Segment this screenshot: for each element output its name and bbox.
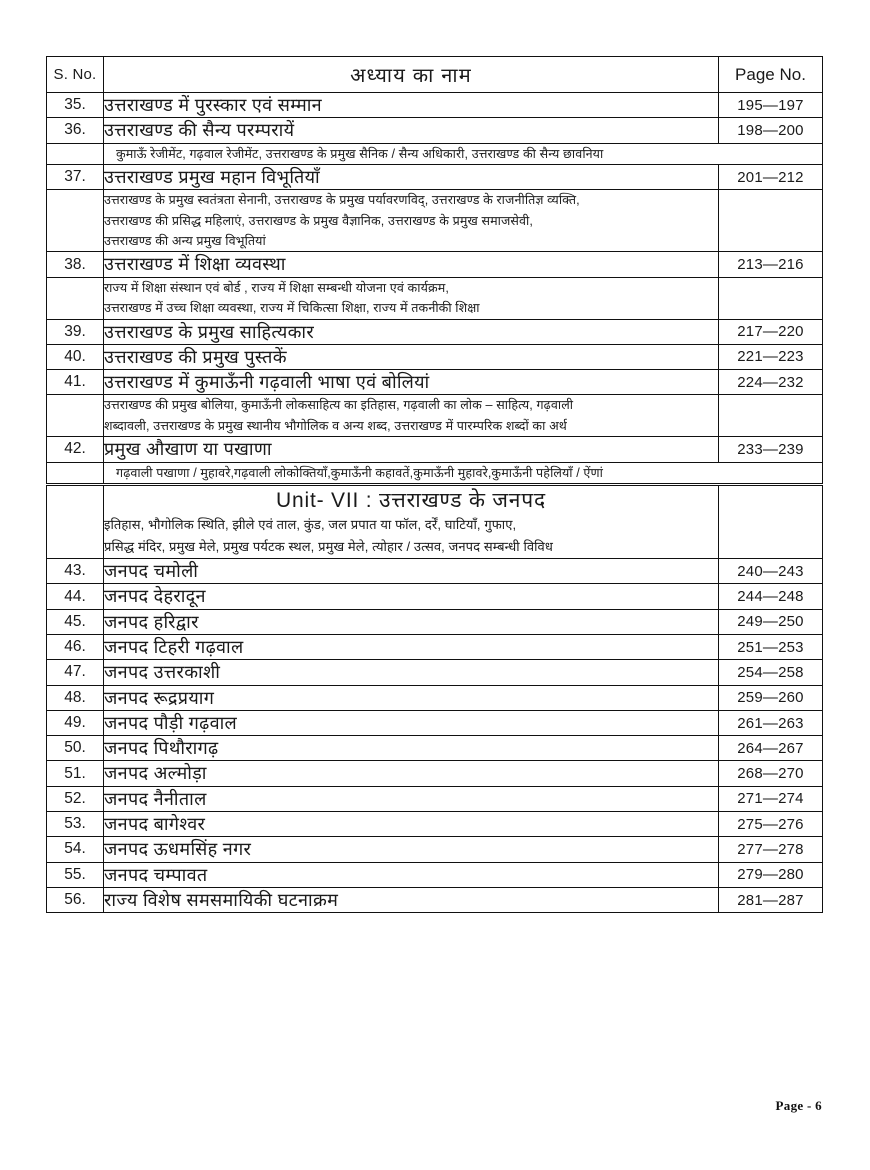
- row-serial: 46.: [47, 634, 104, 659]
- unit-title: Unit- VII : उत्तराखण्ड के जनपद: [104, 484, 719, 514]
- row-chapter: उत्तराखण्ड प्रमुख महान विभूतियाँ: [104, 164, 719, 189]
- row-pages: 277—278: [719, 837, 823, 862]
- row-serial: 49.: [47, 710, 104, 735]
- row-serial: 43.: [47, 559, 104, 584]
- row-chapter: उत्तराखण्ड के प्रमुख साहित्यकार: [104, 319, 719, 344]
- row-pages: 233—239: [719, 437, 823, 462]
- row-pages: 198—200: [719, 118, 823, 143]
- row-serial: 47.: [47, 660, 104, 685]
- row-serial: 36.: [47, 118, 104, 143]
- column-header-serial: S. No.: [47, 57, 104, 93]
- row-chapter: जनपद पिथौरागढ़: [104, 736, 719, 761]
- table-row[interactable]: [47, 319, 823, 344]
- table-row[interactable]: [47, 862, 823, 887]
- row-subtopics: [47, 143, 823, 164]
- table-row[interactable]: [47, 93, 823, 118]
- subtopic-line: इतिहास, भौगोलिक स्थिति, झीले एवं ताल, कुंड, जल प्रपात या फॉल, दर्रें, घाटियाँ, गुफाए,: [104, 516, 517, 532]
- unit-subtopics-text: [104, 514, 719, 559]
- row-chapter: उत्तराखण्ड की सैन्य परम्परायें: [104, 118, 719, 143]
- row-serial: 41.: [47, 370, 104, 395]
- table-row[interactable]: [47, 559, 823, 584]
- table-row[interactable]: [47, 118, 823, 143]
- row-pages: 251—253: [719, 634, 823, 659]
- table-body: [47, 57, 823, 913]
- table-row[interactable]: [47, 685, 823, 710]
- subtopic-line: शब्दावली, उत्तराखण्ड के प्रमुख स्थानीय भौगोलिक व अन्य शब्द, उत्तराखण्ड में पारम्परिक शब्दों का अर्थ: [104, 418, 567, 433]
- row-pages: 254—258: [719, 660, 823, 685]
- row-serial: 38.: [47, 252, 104, 277]
- table-row[interactable]: [47, 609, 823, 634]
- row-pages: 213—216: [719, 252, 823, 277]
- row-subtopics-spacer: [47, 190, 104, 252]
- row-serial: 44.: [47, 584, 104, 609]
- row-subtopics-text: [104, 395, 719, 437]
- row-pages: 261—263: [719, 710, 823, 735]
- table-row[interactable]: [47, 887, 823, 912]
- unit-subtopics-row: [47, 514, 823, 559]
- table-row[interactable]: [47, 660, 823, 685]
- table-of-contents: [46, 56, 823, 913]
- table-row[interactable]: [47, 437, 823, 462]
- row-serial: 51.: [47, 761, 104, 786]
- table-row[interactable]: [47, 837, 823, 862]
- row-pages: 279—280: [719, 862, 823, 887]
- row-subtopics: [47, 190, 823, 252]
- row-serial: 45.: [47, 609, 104, 634]
- row-subtopics-spacer: [47, 277, 104, 319]
- column-header-chapter: अध्याय का नाम: [104, 57, 719, 93]
- row-serial: 50.: [47, 736, 104, 761]
- row-chapter: राज्य विशेष समसमायिकी घटनाक्रम: [104, 887, 719, 912]
- row-serial: 55.: [47, 862, 104, 887]
- table-row[interactable]: [47, 164, 823, 189]
- row-chapter: उत्तराखण्ड की प्रमुख पुस्तकें: [104, 344, 719, 369]
- row-subtopics-page-spacer: [719, 395, 823, 437]
- row-chapter: उत्तराखण्ड में शिक्षा व्यवस्था: [104, 252, 719, 277]
- row-serial: 53.: [47, 812, 104, 837]
- table-row[interactable]: [47, 252, 823, 277]
- subtopic-line: प्रसिद्ध मंदिर, प्रमुख मेले, प्रमुख पर्यटक स्थल, प्रमुख मेले, त्योहार / उत्सव, जनपद सम्बन्धी विविध: [104, 538, 553, 554]
- row-pages: 201—212: [719, 164, 823, 189]
- row-subtopics-spacer: [47, 143, 104, 164]
- unit-page-blank: [719, 514, 823, 559]
- row-subtopics-spacer: [47, 462, 104, 484]
- row-chapter: जनपद हरिद्वार: [104, 609, 719, 634]
- row-subtopics-text: [104, 190, 719, 252]
- subtopic-line: उत्तराखण्ड के प्रमुख स्वतंत्रता सेनानी, उत्तराखण्ड के प्रमुख पर्यावरणविद्, उत्तराखण्ड के राजनीतिज्ञ व्यक्ति,: [104, 193, 580, 208]
- subtopic-line: उत्तराखण्ड में उच्च शिक्षा व्यवस्था, राज्य में चिकित्सा शिक्षा, राज्य में तकनीकी शिक्षा: [104, 301, 480, 316]
- page-footer: Page - 6: [775, 1098, 822, 1113]
- row-pages: 217—220: [719, 319, 823, 344]
- table-row[interactable]: [47, 370, 823, 395]
- row-serial: 42.: [47, 437, 104, 462]
- row-chapter: जनपद बागेश्वर: [104, 812, 719, 837]
- row-pages: 259—260: [719, 685, 823, 710]
- row-chapter: जनपद उत्तरकाशी: [104, 660, 719, 685]
- row-chapter: जनपद चम्पावत: [104, 862, 719, 887]
- row-serial: 56.: [47, 887, 104, 912]
- row-pages: 244—248: [719, 584, 823, 609]
- row-chapter: जनपद चमोली: [104, 559, 719, 584]
- row-chapter: जनपद ऊधमसिंह नगर: [104, 837, 719, 862]
- column-header-page: Page No.: [719, 57, 823, 93]
- table-row[interactable]: [47, 786, 823, 811]
- row-chapter: प्रमुख औखाण या पखाणा: [104, 437, 719, 462]
- unit-serial-blank: [47, 484, 104, 514]
- row-subtopics-text: [104, 277, 719, 319]
- table-row[interactable]: [47, 584, 823, 609]
- row-subtopics-text: [104, 143, 823, 164]
- row-chapter: जनपद पौड़ी गढ़वाल: [104, 710, 719, 735]
- row-pages: 221—223: [719, 344, 823, 369]
- row-chapter: जनपद अल्मोड़ा: [104, 761, 719, 786]
- table-row[interactable]: [47, 761, 823, 786]
- table-header-row: [47, 57, 823, 93]
- subtopic-line: राज्य में शिक्षा संस्थान एवं बोर्ड , राज्य में शिक्षा सम्बन्धी योजना एवं कार्यक्रम,: [104, 280, 449, 295]
- row-pages: 275—276: [719, 812, 823, 837]
- subtopic-line: उत्तराखण्ड की प्रमुख बोलिया, कुमाऊँनी लोकसाहित्य का इतिहास, गढ़वाली का लोक – साहित्य, गढ़वाली: [104, 398, 574, 413]
- row-pages: 195—197: [719, 93, 823, 118]
- row-pages: 249—250: [719, 609, 823, 634]
- subtopic-line: उत्तराखण्ड की अन्य प्रमुख विभूतियां: [104, 234, 266, 249]
- unit-page-blank: [719, 484, 823, 514]
- row-subtopics-text: [104, 462, 823, 484]
- row-subtopics-page-spacer: [719, 277, 823, 319]
- table-row[interactable]: [47, 634, 823, 659]
- row-subtopics-spacer: [47, 395, 104, 437]
- row-pages: 240—243: [719, 559, 823, 584]
- row-pages: 271—274: [719, 786, 823, 811]
- subtopic-line: उत्तराखण्ड की प्रसिद्ध महिलाएं, उत्तराखण्ड के प्रमुख वैज्ञानिक, उत्तराखण्ड के प्रमुख समाजसेवी,: [104, 213, 534, 228]
- row-serial: 48.: [47, 685, 104, 710]
- row-pages: 224—232: [719, 370, 823, 395]
- subtopic-line: गढ़वाली पखाणा / मुहावरे,गढ़वाली लोकोक्तियाँ,कुमाऊँनी कहावतें,कुमाऊँनी मुहावरे,कुमाऊँनी पहेलियाँ / ऐंणां: [116, 465, 603, 480]
- table-row[interactable]: [47, 812, 823, 837]
- row-serial: 54.: [47, 837, 104, 862]
- row-pages: 281—287: [719, 887, 823, 912]
- subtopic-line: कुमाऊँ रेजीमेंट, गढ़वाल रेजीमेंट, उत्तराखण्ड के प्रमुख सैनिक / सैन्य अधिकारी, उत्तराखण्ड की सैन्य छावनिया: [116, 146, 604, 161]
- row-subtopics: [47, 277, 823, 319]
- row-pages: 268—270: [719, 761, 823, 786]
- row-serial: 40.: [47, 344, 104, 369]
- table-row[interactable]: [47, 710, 823, 735]
- row-chapter: जनपद नैनीताल: [104, 786, 719, 811]
- row-serial: 37.: [47, 164, 104, 189]
- row-serial: 52.: [47, 786, 104, 811]
- row-chapter: उत्तराखण्ड में कुमाऊँनी गढ़वाली भाषा एवं बोलियां: [104, 370, 719, 395]
- row-chapter: जनपद टिहरी गढ़वाल: [104, 634, 719, 659]
- row-serial: 35.: [47, 93, 104, 118]
- row-chapter: जनपद रूद्रप्रयाग: [104, 685, 719, 710]
- row-chapter: जनपद देहरादून: [104, 584, 719, 609]
- row-subtopics: [47, 395, 823, 437]
- table-row[interactable]: [47, 344, 823, 369]
- row-subtopics-page-spacer: [719, 190, 823, 252]
- unit-serial-blank: [47, 514, 104, 559]
- table-row[interactable]: [47, 736, 823, 761]
- row-serial: 39.: [47, 319, 104, 344]
- row-pages: 264—267: [719, 736, 823, 761]
- row-subtopics: [47, 462, 823, 484]
- row-chapter: उत्तराखण्ड में पुरस्कार एवं सम्मान: [104, 93, 719, 118]
- unit-header-row: [47, 484, 823, 514]
